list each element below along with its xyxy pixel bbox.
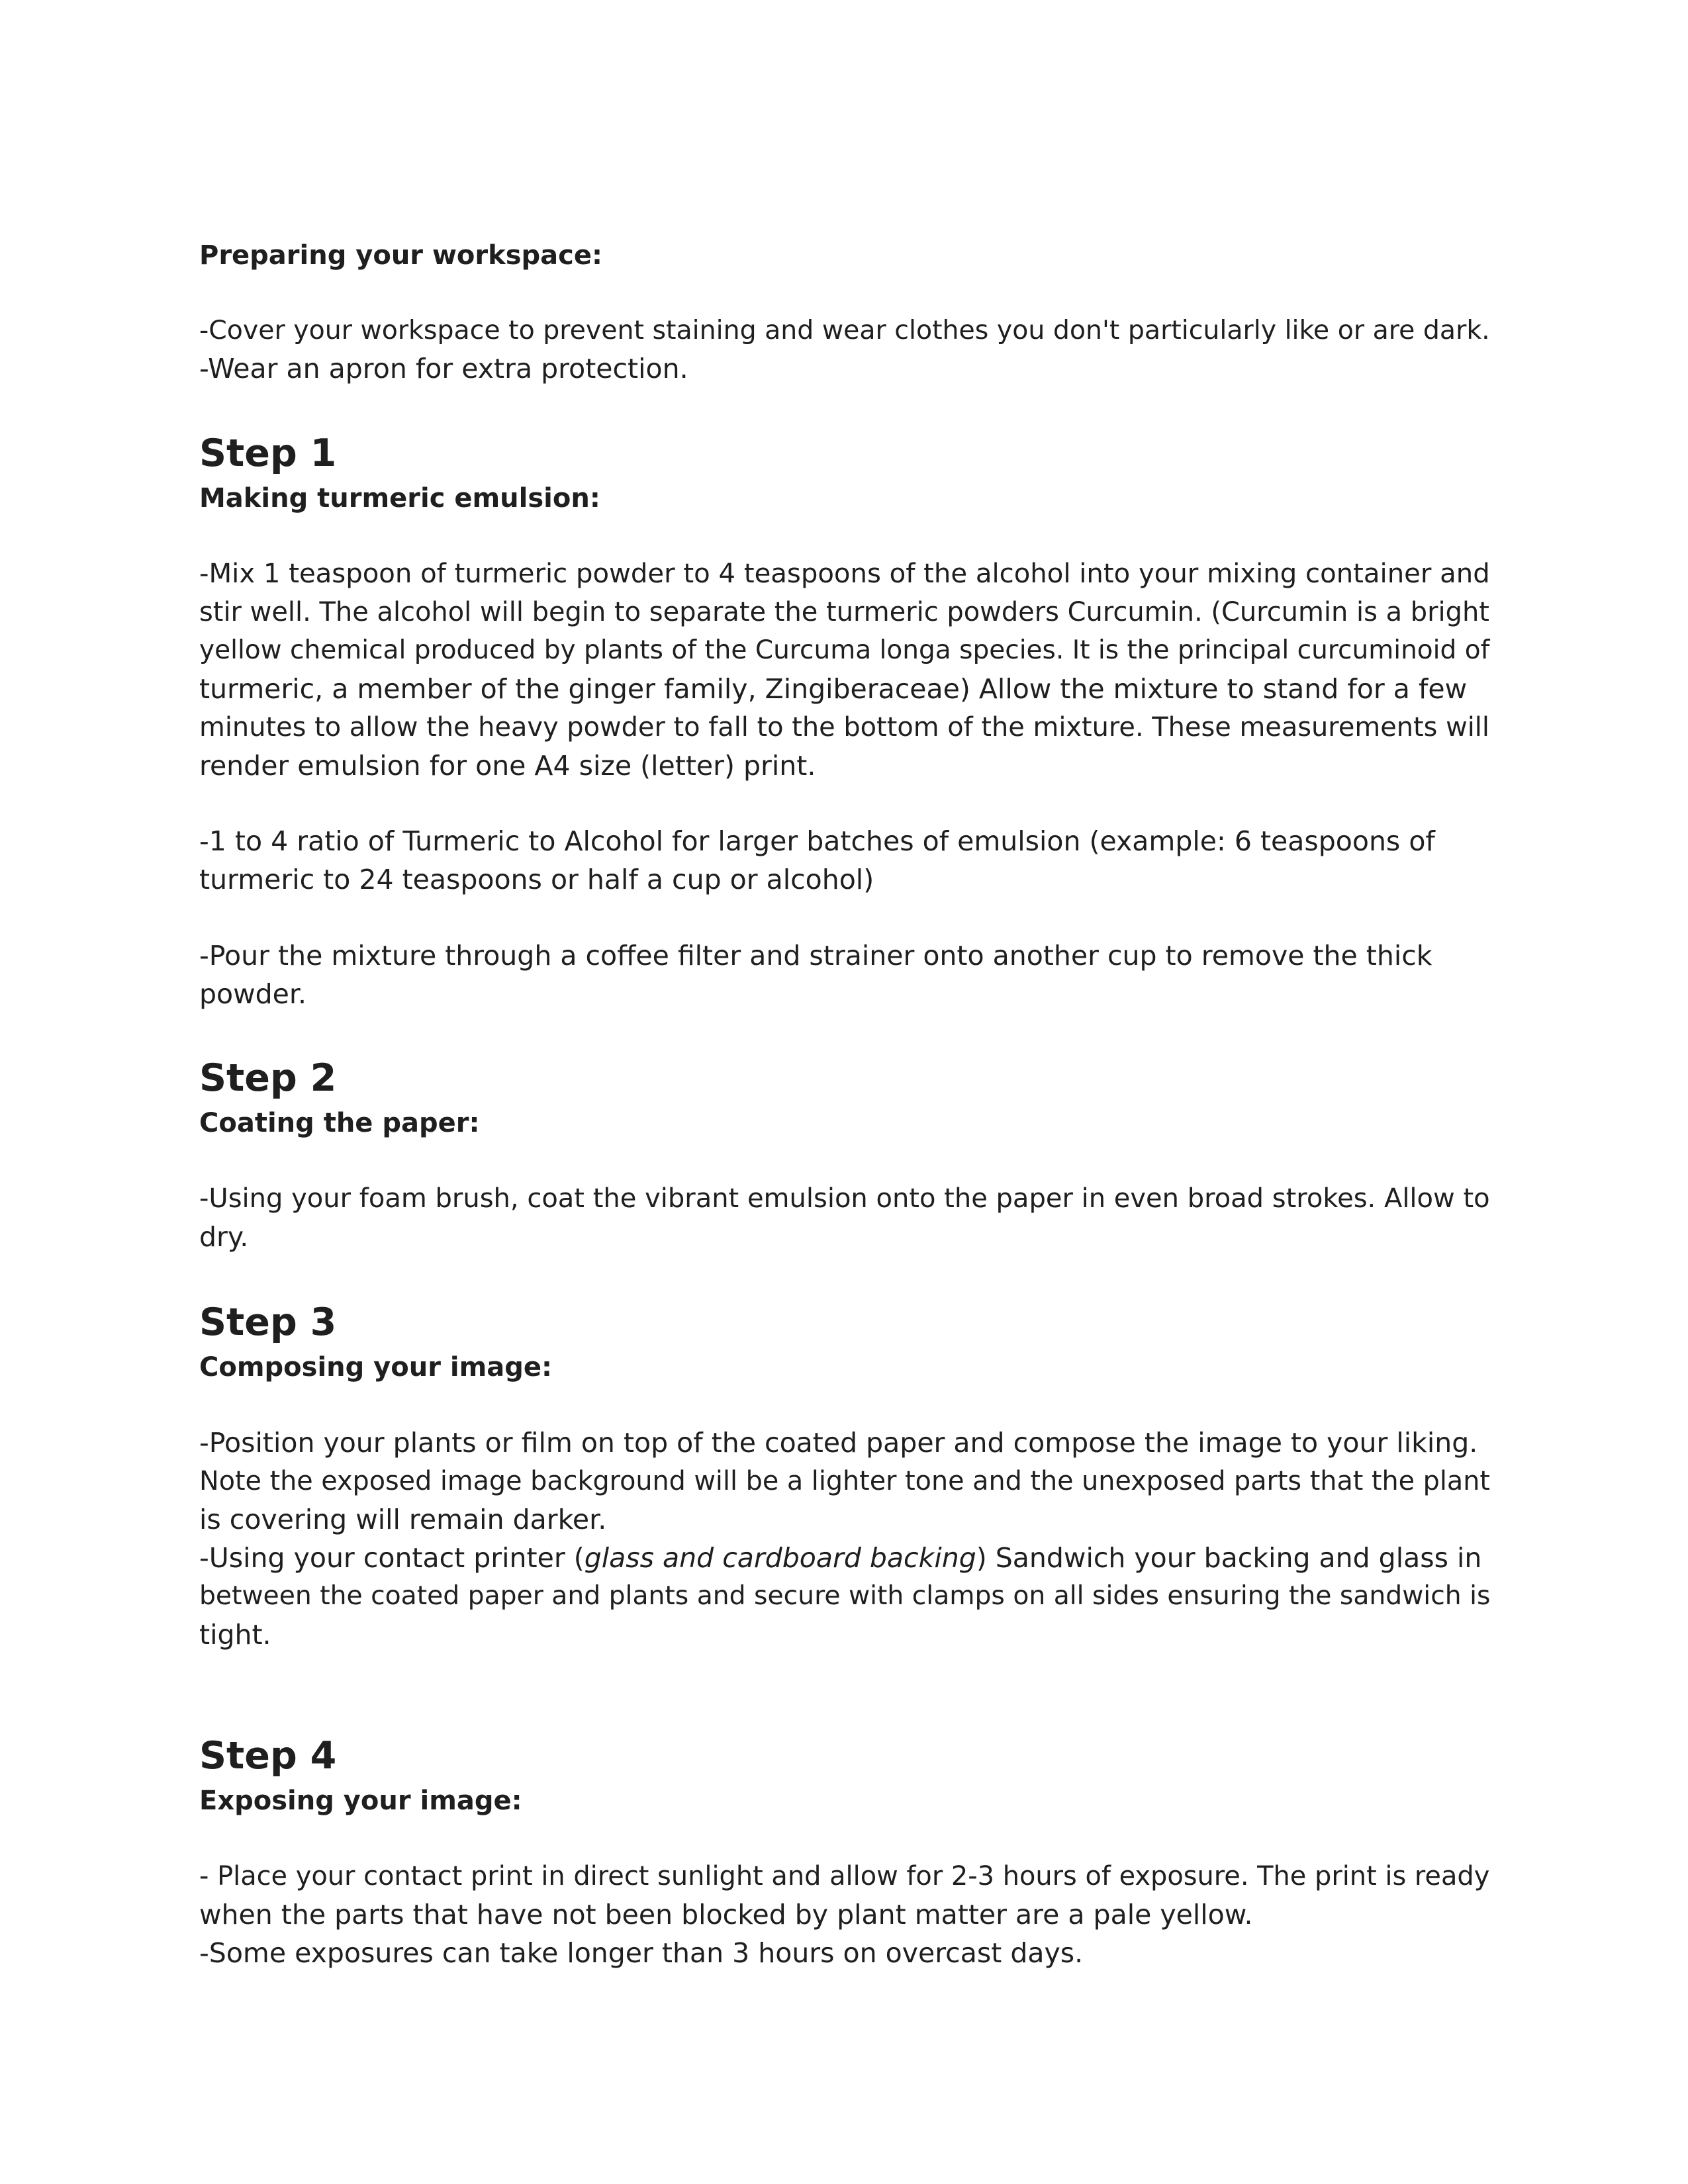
paragraph-line: between the coated paper and plants and secure with clamps on all sides ensuring the sandwich is <box>199 1581 1491 1611</box>
step4-subtitle: Exposing your image: <box>199 1786 522 1816</box>
paragraph-line: -1 to 4 ratio of Turmeric to Alcohol for larger batches of emulsion (example: 6 teaspoons of <box>199 825 1435 857</box>
paragraph-line: -Pour the mixture through a coffee filter and strainer onto another cup to remove the thick <box>199 940 1432 972</box>
paragraph-line: -Mix 1 teaspoon of turmeric powder to 4 teaspoons of the alcohol into your mixing container and <box>199 559 1490 589</box>
step2-title: Step 2 <box>199 1056 337 1100</box>
paragraph-line: minutes to allow the heavy powder to fall to the bottom of the mixture. These measurements will <box>199 712 1489 743</box>
paragraph-line: - Place your contact print in direct sunlight and allow for 2-3 hours of exposure. The print is ready <box>199 1861 1490 1891</box>
step4-title: Step 4 <box>199 1734 337 1778</box>
workspace-heading: Preparing your workspace: <box>199 240 602 271</box>
contact-printer-prefix: -Using your contact printer ( <box>199 1542 585 1574</box>
step1-paragraph-filter <box>199 936 1497 1013</box>
paragraph-line: tight. <box>199 1619 271 1651</box>
paragraph-line <box>199 1539 1497 1577</box>
workspace-line: -Wear an apron for extra protection. <box>199 353 688 385</box>
paragraph-line: Note the exposed image background will be a lighter tone and the unexposed parts that the plant <box>199 1466 1490 1496</box>
paragraph-line: stir well. The alcohol will begin to separate the turmeric powders Curcumin. (Curcumin is a bright <box>199 597 1489 627</box>
step3-paragraph-composing <box>199 1424 1497 1654</box>
step1-title: Step 1 <box>199 432 337 475</box>
paragraph-line: render emulsion for one A4 size (letter) print. <box>199 750 816 782</box>
paragraph-line: -Some exposures can take longer than 3 hours on overcast days. <box>199 1937 1084 1969</box>
workspace-instructions <box>199 311 1497 388</box>
contact-printer-suffix: ) Sandwich your backing and glass in <box>976 1542 1482 1574</box>
paragraph-line: dry. <box>199 1221 249 1253</box>
paragraph-line: when the parts that have not been blocked by plant matter are a pale yellow. <box>199 1899 1253 1931</box>
step2-paragraph-coating <box>199 1179 1497 1256</box>
step3-subtitle: Composing your image: <box>199 1352 553 1383</box>
paragraph-line: yellow chemical produced by plants of the Curcuma longa species. It is the principal curcuminoid of <box>199 635 1490 665</box>
step1-paragraph-mixing <box>199 555 1497 785</box>
workspace-line: -Cover your workspace to prevent staining and wear clothes you don't particularly like or are dark. <box>199 315 1490 345</box>
contact-printer-italic: glass and cardboard backing <box>584 1542 976 1574</box>
paragraph-line: powder. <box>199 978 307 1010</box>
paragraph-line: turmeric to 24 teaspoons or half a cup or alcohol) <box>199 864 874 895</box>
paragraph-line: -Using your foam brush, coat the vibrant emulsion onto the paper in even broad strokes. Allow to <box>199 1183 1490 1214</box>
step2-subtitle: Coating the paper: <box>199 1108 480 1138</box>
paragraph-line: turmeric, a member of the ginger family, Zingiberaceae) Allow the mixture to stand for a few <box>199 673 1468 705</box>
step1-paragraph-ratio <box>199 822 1497 899</box>
step1-subtitle: Making turmeric emulsion: <box>199 483 600 514</box>
paragraph-line: is covering will remain darker. <box>199 1504 607 1535</box>
paragraph-line: -Position your plants or film on top of the coated paper and compose the image to your liking. <box>199 1427 1478 1459</box>
step3-title: Step 3 <box>199 1300 337 1344</box>
step4-paragraph-exposing <box>199 1857 1497 1972</box>
